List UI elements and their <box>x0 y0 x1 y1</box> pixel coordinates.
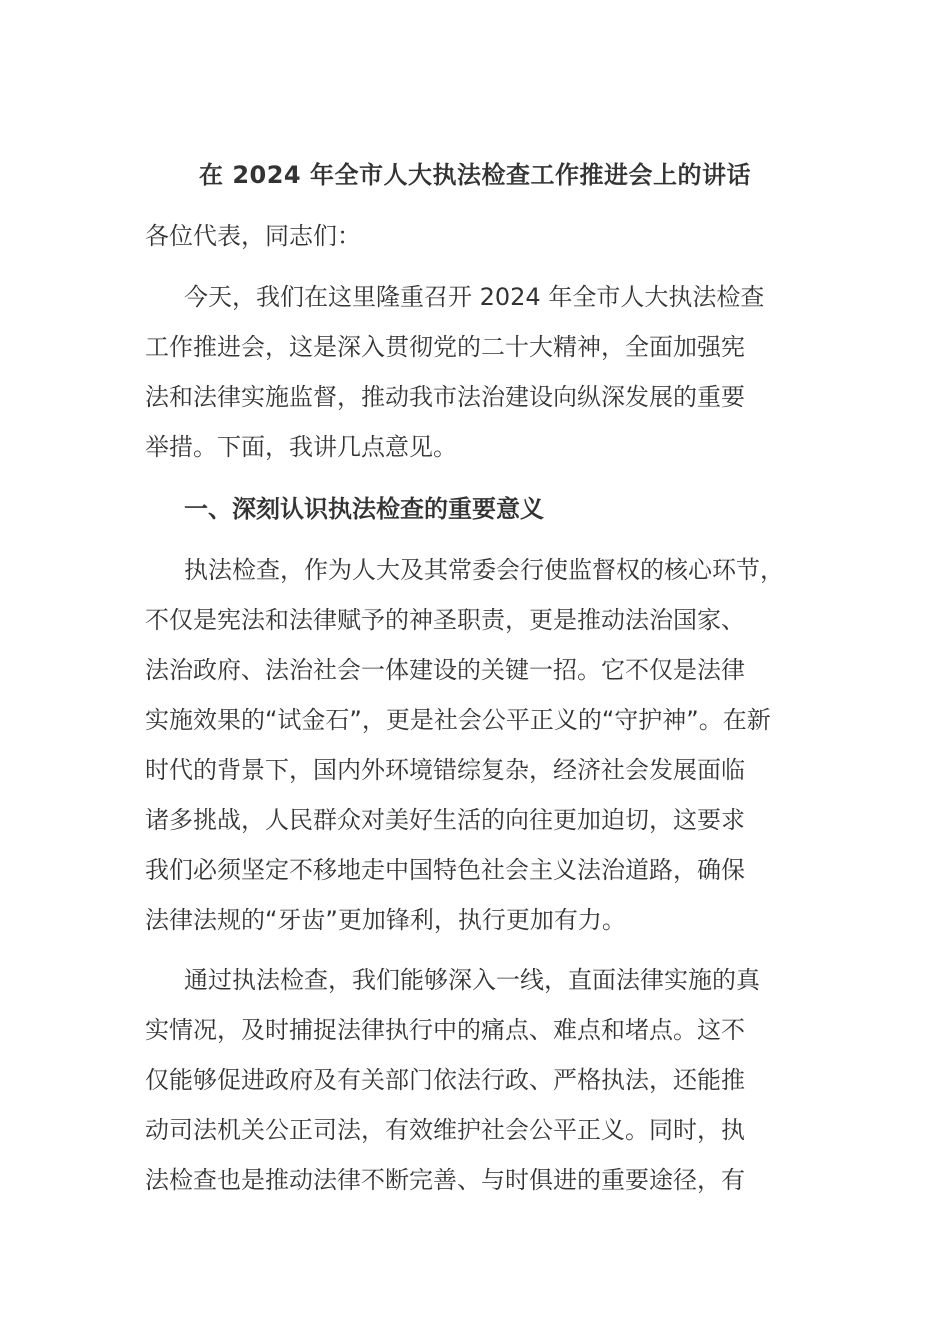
section-heading-1: 一、深刻认识执法检查的重要意义 <box>184 495 544 523</box>
paragraph-line: 今天，我们在这里隆重召开 2024 年全市人大执法检查 <box>184 283 765 311</box>
paragraph-line: 我们必须坚定不移地走中国特色社会主义法治道路，确保 <box>145 856 745 884</box>
paragraph-line: 执法检查，作为人大及其常委会行使监督权的核心环节， <box>184 556 784 584</box>
paragraph-line: 实情况，及时捕捉法律执行中的痛点、难点和堵点。这不 <box>145 1016 745 1044</box>
paragraph-line: 举措。下面，我讲几点意见。 <box>145 433 457 461</box>
document-title: 在 2024 年全市人大执法检查工作推进会上的讲话 <box>198 161 751 189</box>
paragraph-line: 通过执法检查，我们能够深入一线，直面法律实施的真 <box>184 966 760 994</box>
paragraph-line: 法律法规的“牙齿”更加锋利，执行更加有力。 <box>145 906 626 934</box>
paragraph-line: 不仅是宪法和法律赋予的神圣职责，更是推动法治国家、 <box>145 606 745 634</box>
paragraph-inspection <box>145 955 825 1205</box>
paragraph-line: 诸多挑战，人民群众对美好生活的向往更加迫切，这要求 <box>145 806 745 834</box>
paragraph-line: 法治政府、法治社会一体建设的关键一招。它不仅是法律 <box>145 656 745 684</box>
paragraph-line: 实施效果的“试金石”，更是社会公平正义的“守护神”。在新 <box>145 706 771 734</box>
paragraph-line: 法检查也是推动法律不断完善、与时俱进的重要途径，有 <box>145 1166 745 1194</box>
paragraph-line: 时代的背景下，国内外环境错综复杂，经济社会发展面临 <box>145 756 745 784</box>
paragraph-significance <box>145 545 825 945</box>
salutation: 各位代表，同志们： <box>145 222 361 250</box>
paragraph-line: 动司法机关公正司法，有效维护社会公平正义。同时，执 <box>145 1116 745 1144</box>
paragraph-opening <box>145 272 825 472</box>
paragraph-line: 法和法律实施监督，推动我市法治建设向纵深发展的重要 <box>145 383 745 411</box>
paragraph-line: 工作推进会，这是深入贯彻党的二十大精神，全面加强宪 <box>145 333 745 361</box>
paragraph-line: 仅能够促进政府及有关部门依法行政、严格执法，还能推 <box>145 1066 745 1094</box>
